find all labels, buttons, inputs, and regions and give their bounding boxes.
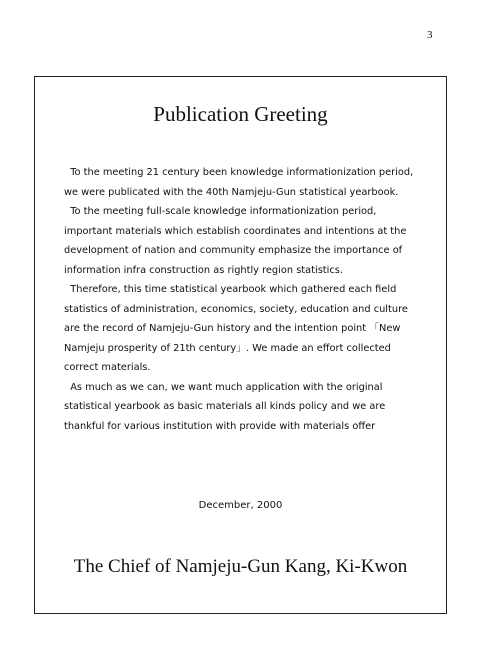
body-line: are the record of Namjeju-Gun history and the intention point 「New: [64, 323, 401, 334]
body-line: As much as we can, we want much application with the original: [64, 381, 383, 393]
body-line: Therefore, this time statistical yearbook which gathered each field: [64, 284, 397, 295]
page-number: 3: [427, 29, 433, 41]
body-line: correct materials.: [64, 362, 151, 373]
body-line: development of nation and community emphasize the importance of: [64, 245, 403, 256]
body-line: statistics of administration, economics, society, education and culture: [64, 303, 408, 315]
greeting-body: [64, 163, 414, 436]
body-line: To the meeting 21 century been knowledge informationization period,: [64, 167, 414, 178]
body-line: we were publicated with the 40th Namjeju-Gun statistical yearbook.: [64, 186, 399, 198]
signature-line: The Chief of Namjeju-Gun Kang, Ki-Kwon: [73, 556, 408, 577]
body-line: information infra construction as rightly region statistics.: [64, 264, 343, 276]
body-line: To the meeting full-scale knowledge informationization period,: [64, 206, 377, 217]
date-line: December, 2000: [198, 500, 283, 511]
body-line: thankful for various institution with provide with materials offer: [64, 420, 376, 432]
body-line: important materials which establish coordinates and intentions at the: [64, 225, 407, 237]
greeting-frame: [34, 76, 447, 614]
body-line: Namjeju prosperity of 21th century」. We made an effort collected: [64, 342, 391, 354]
page-title: Publication Greeting: [153, 102, 328, 126]
body-line: statistical yearbook as basic materials all kinds policy and we are: [64, 401, 386, 412]
